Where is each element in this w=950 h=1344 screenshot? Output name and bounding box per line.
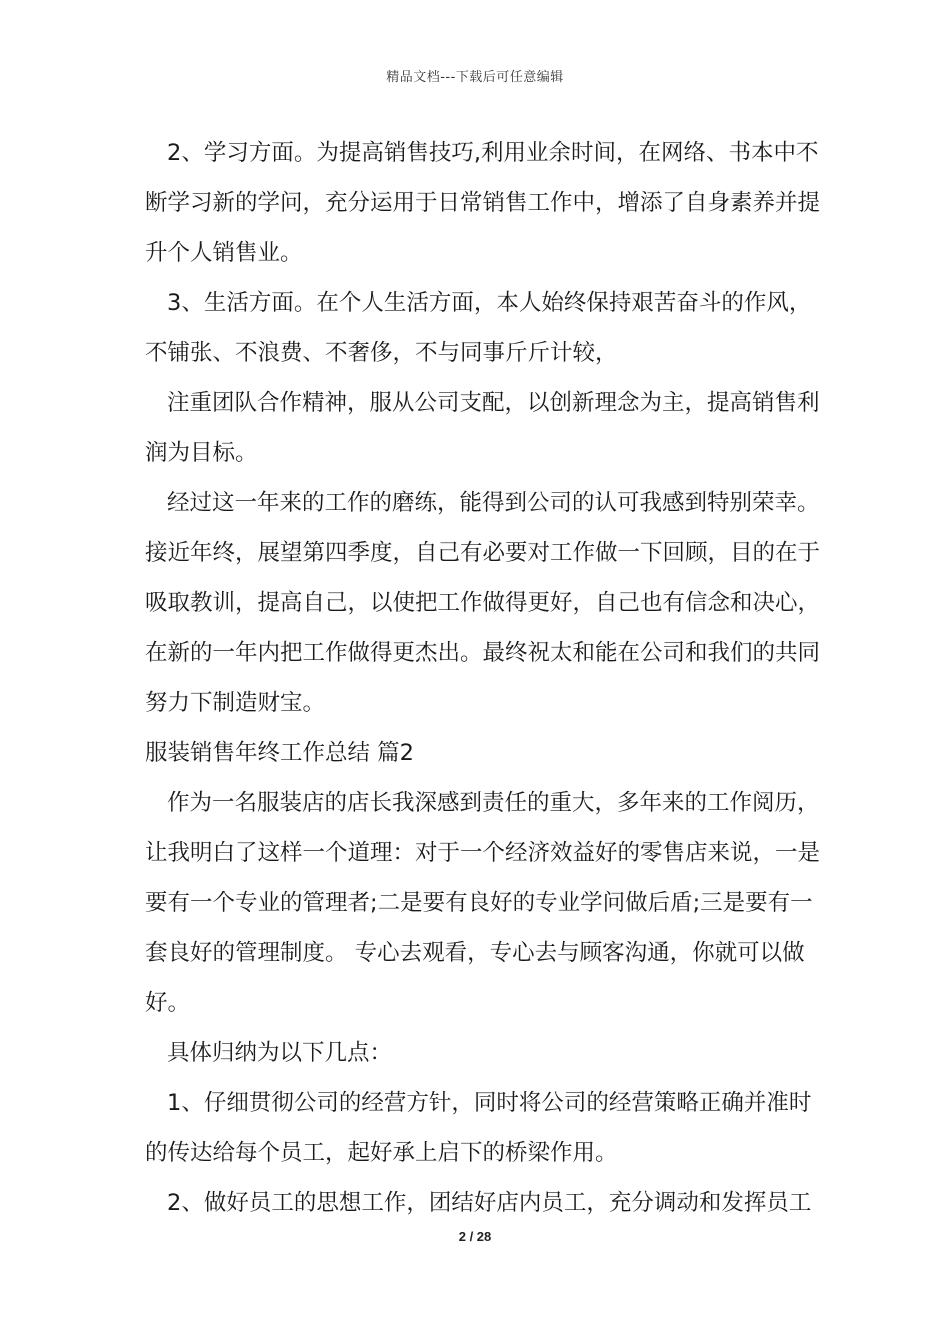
- paragraph-manager-intro: 作为一名服装店的店长我深感到责任的重大，多年来的工作阅历，让我明白了这样一个道理：对于一个经济效益好的零售店来说，一是要有一个专业的管理者;二是要有良好的专业学问做后盾;三是要有一套良好的管理制度。 专心去观看，专心去与顾客沟通，你就可以做好。: [145, 790, 821, 1016]
- paragraph-study: 2、学习方面。为提高销售技巧,利用业余时间，在网络、书本中不断学习新的学问，充分运用于日常销售工作中，增添了自身素养并提升个人销售业。: [145, 140, 821, 266]
- document-body: [145, 128, 825, 1228]
- page-header: 精品文档---下载后可任意编辑: [386, 70, 564, 85]
- paragraph-point-1: 1、仔细贯彻公司的经营方针，同时将公司的经营策略正确并准时的传达给每个员工，起好承上启下的桥梁作用。: [145, 1090, 812, 1166]
- paragraph-points-intro: 具体归纳为以下几点：: [167, 1040, 393, 1066]
- paragraph-life: 3、生活方面。在个人生活方面，本人始终保持艰苦奋斗的作风，不铺张、不浪费、不奢侈，不与同事斤斤计较，: [145, 290, 812, 366]
- paragraph-year-review: 经过这一年来的工作的磨练，能得到公司的认可我感到特别荣幸。接近年终，展望第四季度，自己有必要对工作做一下回顾，目的在于吸取教训，提高自己，以使把工作做得更好，自己也有信念和决心，在新的一年内把工作做得更杰出。最终祝太和能在公司和我们的共同努力下制造财宝。: [145, 490, 821, 716]
- section-title: 服装销售年终工作总结 篇2: [145, 740, 414, 766]
- page-number: 2 / 28: [458, 1229, 492, 1244]
- paragraph-teamwork: 注重团队合作精神，服从公司支配，以创新理念为主，提高销售利润为目标。: [145, 390, 820, 466]
- paragraph-point-2: 2、做好员工的思想工作，团结好店内员工，充分调动和发挥员工: [167, 1190, 812, 1216]
